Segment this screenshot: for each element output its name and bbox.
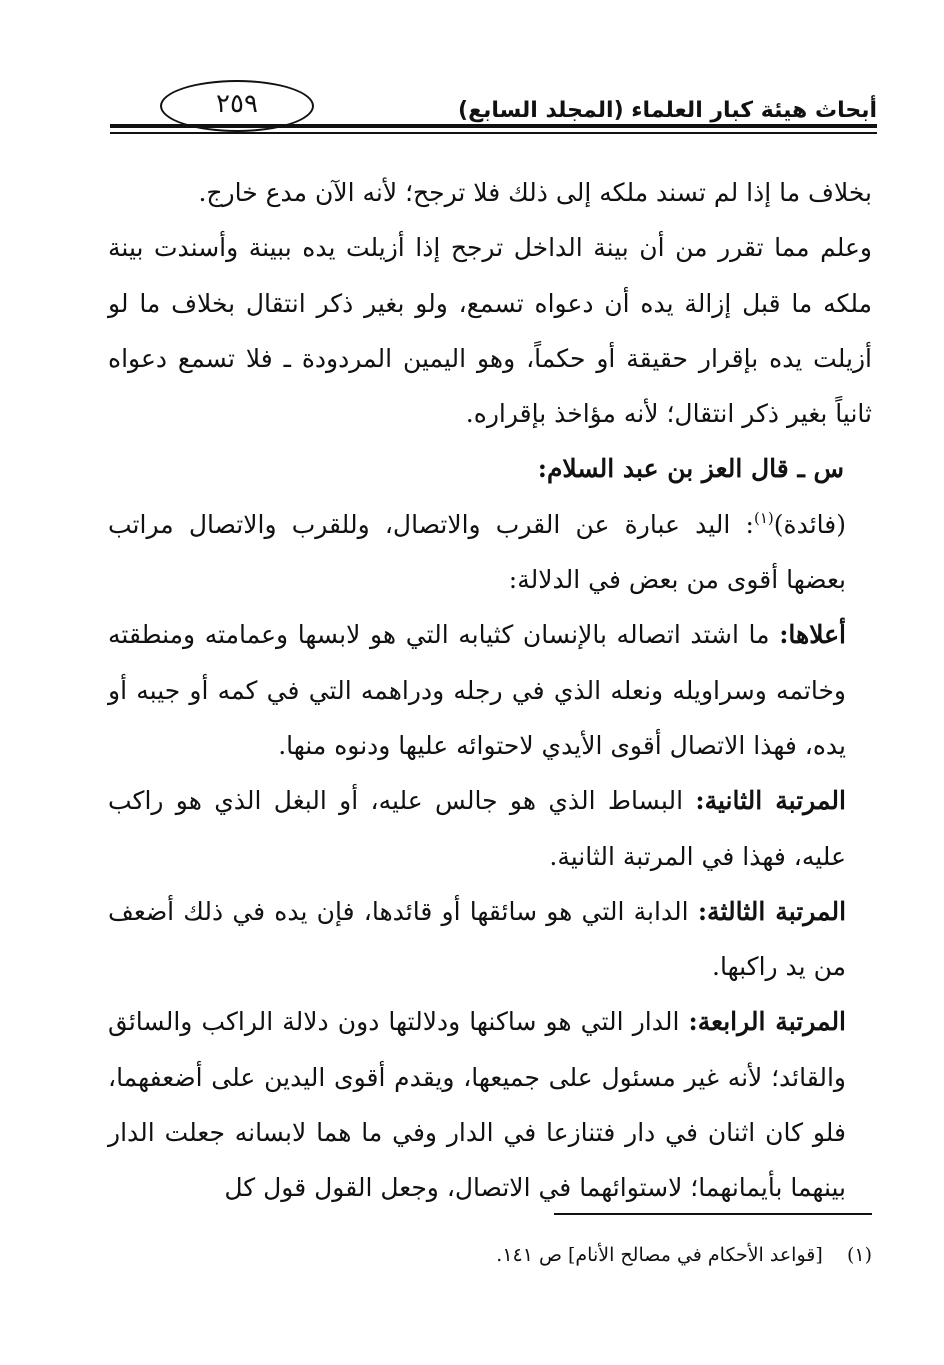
paragraph-4 (108, 607, 872, 773)
rank-4-label: المرتبة الرابعة: (688, 1007, 847, 1037)
page-number: ٢٥٩ (216, 89, 258, 119)
body-text (108, 165, 872, 1216)
footnote-number: (١) (846, 1244, 872, 1266)
footnote-ref: (١) (753, 508, 774, 527)
paragraph-6 (108, 884, 872, 995)
footnote-rule (554, 1213, 872, 1215)
running-title: أبحاث هيئة كبار العلماء (المجلد السابع) (458, 98, 877, 123)
header-rule-thin (110, 132, 877, 134)
section-heading: س ـ قال العز بن عبد السلام: (537, 454, 844, 484)
paragraph-3-text: : اليد عبارة عن القرب والاتصال، وللقرب والاتصال مراتب بعضها أقوى من بعض في الدلالة: (108, 509, 846, 595)
rank-2-label: المرتبة الثانية: (695, 786, 846, 816)
header-rule-thick (110, 124, 877, 128)
rank-4-text: الدار التي هو ساكنها ودلالتها دون دلالة الراكب والسائق والقائد؛ لأنه غير مسئول على جميعها، ويقدم أقوى اليدين على أضعفهما، فلو كان اثنان في دار فتنازعا في الدار وفي ما هما لابسانه جعلت الدار بينهما بأيمانهما؛ لاستوائهما في الاتصال، وجعل القول قول كل (108, 1007, 846, 1203)
rank-3-label: المرتبة الثالثة: (697, 896, 847, 926)
rank-1-text: ما اشتد اتصاله بالإنسان كثيابه التي هو لابسها وعمامته ومنطقته وخاتمه وسراويله ونعله الذي في رجله ودراهمه التي في كمه أو جيبه أو يده، فهذا الاتصال أقوى الأيدي لاحتوائه عليها ودنوه منها. (108, 620, 846, 760)
paragraph-3 (108, 497, 872, 608)
rank-2-text: البساط الذي هو جالس عليه، أو البغل الذي هو راكب عليه، فهذا في المرتبة الثانية. (108, 786, 846, 871)
rank-1-label: أعلاها: (779, 620, 846, 650)
faida-label: (فائدة) (773, 509, 846, 539)
footnote-text: [قواعد الأحكام في مصالح الأنام] ص ١٤١. (496, 1244, 823, 1266)
paragraph-7 (108, 994, 872, 1215)
paragraph-5 (108, 773, 872, 884)
footnote (108, 1240, 872, 1270)
paragraph-2: وعلم مما تقرر من أن بينة الداخل ترجح إذا أزيلت يده ببينة وأسندت بينة ملكه ما قبل إزالة يده أن دعواه تسمع، ولو بغير ذكر انتقال بخلاف ما لو أزيلت يده بإقرار حقيقة أو حكماً، وهو اليمين المردودة ـ فلا تسمع دعواه ثانياً بغير ذكر انتقال؛ لأنه مؤاخذ بإقراره. (108, 233, 872, 429)
rank-3-text: الدابة التي هو سائقها أو قائدها، فإن يده في ذلك أضعف من يد راكبها. (108, 896, 846, 982)
paragraph-1: بخلاف ما إذا لم تسند ملكه إلى ذلك فلا ترجح؛ لأنه الآن مدع خارج. (198, 178, 872, 207)
